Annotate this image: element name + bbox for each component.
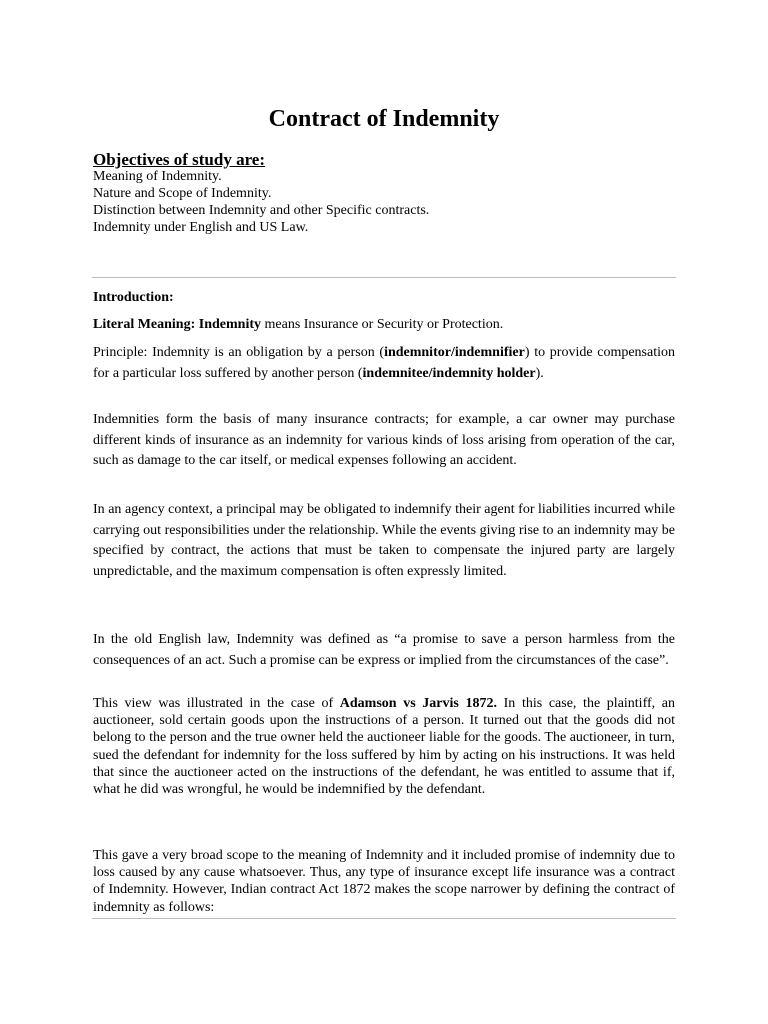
objectives-list bbox=[93, 168, 429, 236]
case-name: Adamson vs Jarvis 1872. bbox=[339, 696, 497, 711]
page-title: Contract of Indemnity bbox=[268, 106, 500, 132]
principle-paragraph bbox=[93, 343, 675, 384]
indemnity-holder-term: indemnitee/indemnity holder bbox=[362, 365, 536, 381]
introduction-heading: Introduction: bbox=[93, 290, 174, 305]
english-law-paragraph: In the old English law, Indemnity was defined as “a promise to save a person harmless from the consequences of an act. Such a promise can be express or implied from the circumstances of the case”. bbox=[93, 632, 675, 668]
objective-item: Indemnity under English and US Law. bbox=[93, 220, 309, 235]
case-text: This view was illustrated in the case of bbox=[93, 696, 340, 711]
principle-text: ) to provide compensation for a particular loss suffered by another person ( bbox=[93, 345, 675, 381]
scope-paragraph: This gave a very broad scope to the meaning of Indemnity and it included promise of indemnity due to loss caused by any cause whatsoever. Thus, any type of insurance except life insurance was a contract of Indemnity. However, Indian contract Act 1872 makes the scope narrower by defining the contract of indemnity as follows: bbox=[93, 848, 675, 915]
objective-item: Distinction between Indemnity and other Specific contracts. bbox=[93, 203, 430, 218]
literal-meaning-text: means Insurance or Security or Protection. bbox=[261, 317, 504, 332]
indemnifier-term: indemnitor/indemnifier bbox=[384, 345, 525, 360]
objective-item: Meaning of Indemnity. bbox=[93, 169, 222, 184]
principle-text: Principle: Indemnity is an obligation by a person ( bbox=[93, 345, 385, 360]
section-divider bbox=[92, 277, 676, 278]
principle-text: ). bbox=[535, 365, 544, 381]
case-paragraph bbox=[93, 695, 675, 798]
literal-meaning-paragraph bbox=[93, 315, 675, 336]
objective-item: Nature and Scope of Indemnity. bbox=[93, 186, 272, 201]
objectives-heading: Objectives of study are: bbox=[93, 150, 266, 169]
bottom-divider bbox=[92, 918, 676, 919]
agency-paragraph: In an agency context, a principal may be obligated to indemnify their agent for liabilities incurred while carrying out responsibilities under the relationship. While the events giving rise to an indemnity may be specified by contract, the actions that must be taken to compensate the injured party are largely unpredictable, and the maximum compensation is often expressly limited. bbox=[93, 502, 675, 579]
case-text: In this case, the plaintiff, an auctioneer, sold certain goods upon the instructions of a person. It turned out that the goods did not belong to the person and the true owner held the auctioneer liable for the goods. The auctioneer, in turn, sued the defendant for indemnity for the loss suffered by him by acting on his instructions. It was held that since the auctioneer acted on the instructions of the defendant, he was entitled to assume that if, what he did was wrongful, he would be indemnified by the defendant. bbox=[93, 696, 676, 798]
insurance-paragraph: Indemnities form the basis of many insurance contracts; for example, a car owner may purchase different kinds of insurance as an indemnity for various kinds of loss arising from operation of the car, such as damage to the car itself, or medical expenses following an accident. bbox=[93, 412, 675, 468]
literal-meaning-term: Literal Meaning: Indemnity bbox=[93, 317, 261, 332]
